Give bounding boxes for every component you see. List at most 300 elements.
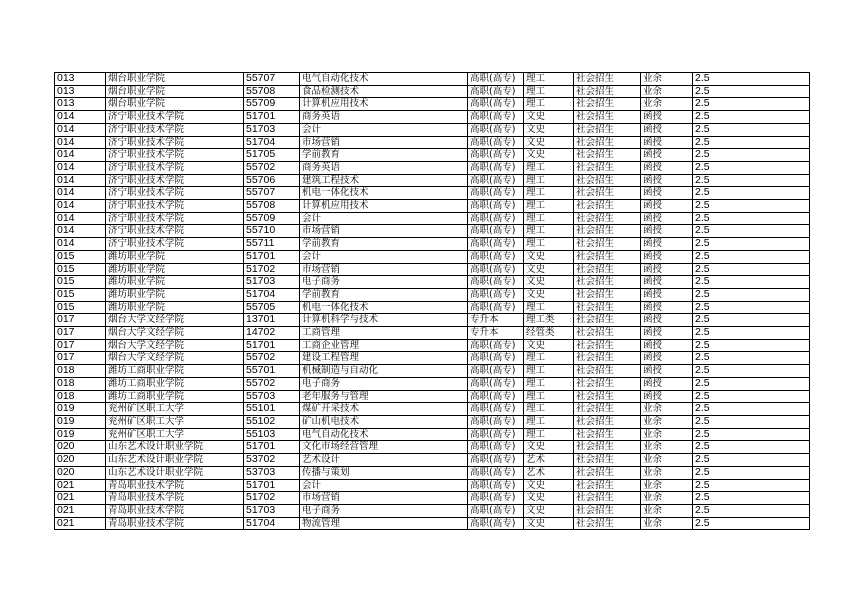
cell-rate: 2.5	[693, 288, 810, 301]
cell-school: 山东艺术设计职业学院	[106, 441, 244, 454]
cell-name: 学前教育	[300, 288, 468, 301]
cell-major: 51701	[244, 479, 300, 492]
table-row	[55, 187, 810, 200]
table-row	[55, 238, 810, 251]
cell-name: 电气自动化技术	[300, 73, 468, 86]
cell-rate: 2.5	[693, 187, 810, 200]
cell-rate: 2.5	[693, 365, 810, 378]
cell-major: 51703	[244, 123, 300, 136]
cell-level: 高职(高专)	[468, 428, 524, 441]
cell-level: 专升本	[468, 327, 524, 340]
cell-subject: 文史	[524, 123, 574, 136]
cell-level: 高职(高专)	[468, 479, 524, 492]
cell-subject: 文史	[524, 111, 574, 124]
cell-code: 015	[55, 301, 106, 314]
cell-name: 建筑工程技术	[300, 174, 468, 187]
cell-rate: 2.5	[693, 377, 810, 390]
cell-code: 015	[55, 250, 106, 263]
cell-mode: 社会招生	[574, 136, 641, 149]
cell-subject: 理工类	[524, 314, 574, 327]
cell-rate: 2.5	[693, 85, 810, 98]
cell-level: 高职(高专)	[468, 288, 524, 301]
cell-form: 业余	[641, 73, 693, 86]
cell-name: 计算机科学与技术	[300, 314, 468, 327]
cell-code: 019	[55, 415, 106, 428]
cell-school: 兖州矿区职工大学	[106, 415, 244, 428]
cell-major: 55709	[244, 98, 300, 111]
cell-major: 55103	[244, 428, 300, 441]
cell-code: 014	[55, 111, 106, 124]
cell-level: 高职(高专)	[468, 377, 524, 390]
cell-subject: 理工	[524, 301, 574, 314]
table-row	[55, 454, 810, 467]
cell-subject: 文史	[524, 288, 574, 301]
cell-form: 函授	[641, 123, 693, 136]
cell-code: 014	[55, 123, 106, 136]
cell-level: 高职(高专)	[468, 492, 524, 505]
cell-mode: 社会招生	[574, 288, 641, 301]
table-row	[55, 415, 810, 428]
cell-mode: 社会招生	[574, 390, 641, 403]
cell-level: 高职(高专)	[468, 466, 524, 479]
cell-subject: 理工	[524, 428, 574, 441]
cell-form: 业余	[641, 85, 693, 98]
cell-mode: 社会招生	[574, 276, 641, 289]
cell-subject: 理工	[524, 73, 574, 86]
cell-major: 55101	[244, 403, 300, 416]
cell-name: 机电一体化技术	[300, 187, 468, 200]
cell-rate: 2.5	[693, 415, 810, 428]
cell-name: 机电一体化技术	[300, 301, 468, 314]
cell-school: 潍坊职业学院	[106, 263, 244, 276]
cell-major: 55701	[244, 365, 300, 378]
cell-rate: 2.5	[693, 517, 810, 530]
cell-mode: 社会招生	[574, 339, 641, 352]
cell-name: 机械制造与自动化	[300, 365, 468, 378]
cell-form: 业余	[641, 98, 693, 111]
cell-code: 014	[55, 212, 106, 225]
cell-subject: 理工	[524, 390, 574, 403]
cell-subject: 艺术	[524, 466, 574, 479]
cell-name: 矿山机电技术	[300, 415, 468, 428]
cell-level: 高职(高专)	[468, 276, 524, 289]
cell-subject: 理工	[524, 187, 574, 200]
cell-name: 商务英语	[300, 161, 468, 174]
table-row	[55, 174, 810, 187]
cell-code: 014	[55, 149, 106, 162]
cell-name: 老年服务与管理	[300, 390, 468, 403]
table-body	[55, 73, 810, 530]
cell-major: 51701	[244, 441, 300, 454]
cell-subject: 理工	[524, 415, 574, 428]
cell-mode: 社会招生	[574, 174, 641, 187]
cell-mode: 社会招生	[574, 301, 641, 314]
cell-level: 高职(高专)	[468, 85, 524, 98]
cell-school: 济宁职业技术学院	[106, 174, 244, 187]
cell-mode: 社会招生	[574, 441, 641, 454]
cell-mode: 社会招生	[574, 479, 641, 492]
cell-mode: 社会招生	[574, 403, 641, 416]
cell-major: 55702	[244, 161, 300, 174]
table-row	[55, 327, 810, 340]
table-row	[55, 352, 810, 365]
cell-major: 55708	[244, 200, 300, 213]
cell-subject: 文史	[524, 479, 574, 492]
cell-major: 51702	[244, 492, 300, 505]
cell-code: 014	[55, 161, 106, 174]
cell-rate: 2.5	[693, 504, 810, 517]
cell-mode: 社会招生	[574, 466, 641, 479]
cell-form: 函授	[641, 250, 693, 263]
cell-subject: 经管类	[524, 327, 574, 340]
cell-level: 高职(高专)	[468, 517, 524, 530]
cell-code: 014	[55, 225, 106, 238]
cell-form: 函授	[641, 136, 693, 149]
cell-form: 函授	[641, 352, 693, 365]
cell-name: 艺术设计	[300, 454, 468, 467]
cell-subject: 文史	[524, 263, 574, 276]
cell-mode: 社会招生	[574, 238, 641, 251]
table-row	[55, 250, 810, 263]
cell-mode: 社会招生	[574, 200, 641, 213]
cell-name: 食品检测技术	[300, 85, 468, 98]
cell-rate: 2.5	[693, 136, 810, 149]
cell-name: 电子商务	[300, 276, 468, 289]
cell-code: 014	[55, 238, 106, 251]
cell-code: 018	[55, 390, 106, 403]
table-row	[55, 85, 810, 98]
cell-form: 函授	[641, 301, 693, 314]
cell-mode: 社会招生	[574, 365, 641, 378]
cell-school: 烟台职业学院	[106, 85, 244, 98]
cell-major: 55705	[244, 301, 300, 314]
cell-major: 51703	[244, 276, 300, 289]
cell-school: 潍坊工商职业学院	[106, 365, 244, 378]
cell-subject: 理工	[524, 98, 574, 111]
cell-level: 高职(高专)	[468, 225, 524, 238]
cell-code: 020	[55, 441, 106, 454]
cell-mode: 社会招生	[574, 187, 641, 200]
cell-name: 会计	[300, 250, 468, 263]
cell-major: 51704	[244, 288, 300, 301]
cell-code: 017	[55, 314, 106, 327]
table-row	[55, 479, 810, 492]
cell-rate: 2.5	[693, 98, 810, 111]
cell-rate: 2.5	[693, 73, 810, 86]
cell-school: 青岛职业技术学院	[106, 517, 244, 530]
cell-school: 青岛职业技术学院	[106, 492, 244, 505]
cell-name: 会计	[300, 479, 468, 492]
table-row	[55, 466, 810, 479]
cell-mode: 社会招生	[574, 212, 641, 225]
cell-mode: 社会招生	[574, 517, 641, 530]
cell-school: 济宁职业技术学院	[106, 123, 244, 136]
cell-subject: 文史	[524, 339, 574, 352]
cell-subject: 文史	[524, 441, 574, 454]
cell-school: 兖州矿区职工大学	[106, 428, 244, 441]
cell-code: 018	[55, 377, 106, 390]
cell-form: 函授	[641, 212, 693, 225]
cell-code: 014	[55, 200, 106, 213]
cell-level: 高职(高专)	[468, 415, 524, 428]
cell-level: 高职(高专)	[468, 504, 524, 517]
cell-rate: 2.5	[693, 238, 810, 251]
cell-mode: 社会招生	[574, 428, 641, 441]
cell-school: 济宁职业技术学院	[106, 136, 244, 149]
cell-subject: 理工	[524, 238, 574, 251]
cell-rate: 2.5	[693, 352, 810, 365]
cell-name: 市场营销	[300, 263, 468, 276]
table-row	[55, 149, 810, 162]
table-row	[55, 123, 810, 136]
cell-rate: 2.5	[693, 263, 810, 276]
cell-mode: 社会招生	[574, 327, 641, 340]
table-row	[55, 301, 810, 314]
cell-form: 函授	[641, 377, 693, 390]
cell-school: 济宁职业技术学院	[106, 225, 244, 238]
cell-school: 烟台大学文经学院	[106, 314, 244, 327]
cell-school: 济宁职业技术学院	[106, 238, 244, 251]
cell-major: 55102	[244, 415, 300, 428]
cell-school: 山东艺术设计职业学院	[106, 454, 244, 467]
cell-form: 业余	[641, 428, 693, 441]
cell-mode: 社会招生	[574, 492, 641, 505]
cell-rate: 2.5	[693, 492, 810, 505]
table-row	[55, 390, 810, 403]
cell-rate: 2.5	[693, 174, 810, 187]
table-row	[55, 339, 810, 352]
cell-rate: 2.5	[693, 123, 810, 136]
cell-level: 高职(高专)	[468, 98, 524, 111]
table-row	[55, 98, 810, 111]
cell-major: 14702	[244, 327, 300, 340]
table-row	[55, 377, 810, 390]
cell-subject: 理工	[524, 352, 574, 365]
cell-rate: 2.5	[693, 250, 810, 263]
cell-code: 013	[55, 85, 106, 98]
cell-rate: 2.5	[693, 454, 810, 467]
cell-major: 55702	[244, 377, 300, 390]
cell-name: 建设工程管理	[300, 352, 468, 365]
cell-school: 潍坊工商职业学院	[106, 390, 244, 403]
cell-school: 烟台职业学院	[106, 73, 244, 86]
cell-major: 51702	[244, 263, 300, 276]
cell-mode: 社会招生	[574, 263, 641, 276]
cell-code: 015	[55, 288, 106, 301]
cell-rate: 2.5	[693, 200, 810, 213]
cell-major: 55709	[244, 212, 300, 225]
cell-code: 013	[55, 73, 106, 86]
cell-form: 函授	[641, 111, 693, 124]
cell-code: 021	[55, 504, 106, 517]
cell-major: 55707	[244, 73, 300, 86]
cell-school: 潍坊工商职业学院	[106, 377, 244, 390]
cell-subject: 艺术	[524, 454, 574, 467]
cell-form: 函授	[641, 149, 693, 162]
cell-code: 020	[55, 454, 106, 467]
cell-code: 015	[55, 263, 106, 276]
cell-rate: 2.5	[693, 466, 810, 479]
cell-level: 高职(高专)	[468, 73, 524, 86]
cell-name: 计算机应用技术	[300, 98, 468, 111]
table-row	[55, 276, 810, 289]
cell-subject: 理工	[524, 85, 574, 98]
table-row	[55, 161, 810, 174]
cell-school: 济宁职业技术学院	[106, 200, 244, 213]
table-row	[55, 314, 810, 327]
cell-school: 兖州矿区职工大学	[106, 403, 244, 416]
cell-code: 019	[55, 428, 106, 441]
cell-rate: 2.5	[693, 161, 810, 174]
cell-mode: 社会招生	[574, 149, 641, 162]
cell-code: 019	[55, 403, 106, 416]
cell-school: 青岛职业技术学院	[106, 479, 244, 492]
cell-name: 工商企业管理	[300, 339, 468, 352]
cell-rate: 2.5	[693, 111, 810, 124]
cell-subject: 文史	[524, 517, 574, 530]
cell-code: 017	[55, 339, 106, 352]
cell-name: 电气自动化技术	[300, 428, 468, 441]
cell-major: 55708	[244, 85, 300, 98]
cell-subject: 理工	[524, 377, 574, 390]
cell-major: 13701	[244, 314, 300, 327]
cell-major: 51705	[244, 149, 300, 162]
cell-school: 济宁职业技术学院	[106, 111, 244, 124]
cell-name: 学前教育	[300, 238, 468, 251]
cell-level: 高职(高专)	[468, 403, 524, 416]
table-row	[55, 288, 810, 301]
cell-major: 55711	[244, 238, 300, 251]
cell-name: 传播与策划	[300, 466, 468, 479]
cell-major: 55706	[244, 174, 300, 187]
cell-code: 021	[55, 517, 106, 530]
cell-form: 函授	[641, 187, 693, 200]
cell-name: 工商管理	[300, 327, 468, 340]
cell-subject: 文史	[524, 149, 574, 162]
cell-form: 业余	[641, 517, 693, 530]
cell-rate: 2.5	[693, 149, 810, 162]
cell-level: 专升本	[468, 314, 524, 327]
cell-form: 函授	[641, 200, 693, 213]
cell-level: 高职(高专)	[468, 149, 524, 162]
cell-mode: 社会招生	[574, 454, 641, 467]
table-row	[55, 263, 810, 276]
cell-name: 文化市场经营管理	[300, 441, 468, 454]
cell-major: 51704	[244, 517, 300, 530]
cell-mode: 社会招生	[574, 352, 641, 365]
cell-form: 业余	[641, 454, 693, 467]
cell-mode: 社会招生	[574, 98, 641, 111]
cell-rate: 2.5	[693, 479, 810, 492]
cell-level: 高职(高专)	[468, 301, 524, 314]
cell-code: 014	[55, 174, 106, 187]
cell-subject: 文史	[524, 250, 574, 263]
cell-subject: 文史	[524, 136, 574, 149]
cell-major: 55707	[244, 187, 300, 200]
cell-form: 业余	[641, 479, 693, 492]
cell-major: 55703	[244, 390, 300, 403]
cell-rate: 2.5	[693, 403, 810, 416]
cell-major: 51704	[244, 136, 300, 149]
cell-name: 煤矿开采技术	[300, 403, 468, 416]
cell-name: 学前教育	[300, 149, 468, 162]
table-row	[55, 212, 810, 225]
table-row	[55, 200, 810, 213]
admission-table	[54, 72, 810, 530]
cell-code: 013	[55, 98, 106, 111]
cell-name: 商务英语	[300, 111, 468, 124]
cell-code: 021	[55, 479, 106, 492]
cell-school: 潍坊职业学院	[106, 288, 244, 301]
cell-mode: 社会招生	[574, 111, 641, 124]
cell-level: 高职(高专)	[468, 123, 524, 136]
cell-subject: 理工	[524, 212, 574, 225]
cell-form: 函授	[641, 225, 693, 238]
cell-school: 济宁职业技术学院	[106, 161, 244, 174]
table-row	[55, 111, 810, 124]
cell-mode: 社会招生	[574, 504, 641, 517]
cell-level: 高职(高专)	[468, 454, 524, 467]
cell-name: 市场营销	[300, 492, 468, 505]
cell-mode: 社会招生	[574, 314, 641, 327]
cell-code: 014	[55, 136, 106, 149]
cell-form: 业余	[641, 492, 693, 505]
cell-mode: 社会招生	[574, 250, 641, 263]
cell-school: 烟台大学文经学院	[106, 327, 244, 340]
cell-level: 高职(高专)	[468, 161, 524, 174]
cell-school: 青岛职业技术学院	[106, 504, 244, 517]
cell-form: 业余	[641, 466, 693, 479]
table-row	[55, 136, 810, 149]
cell-form: 函授	[641, 288, 693, 301]
cell-school: 潍坊职业学院	[106, 276, 244, 289]
cell-level: 高职(高专)	[468, 390, 524, 403]
cell-rate: 2.5	[693, 441, 810, 454]
cell-mode: 社会招生	[574, 161, 641, 174]
cell-mode: 社会招生	[574, 85, 641, 98]
cell-subject: 文史	[524, 492, 574, 505]
cell-school: 烟台职业学院	[106, 98, 244, 111]
table-row	[55, 73, 810, 86]
cell-level: 高职(高专)	[468, 200, 524, 213]
cell-form: 函授	[641, 339, 693, 352]
cell-rate: 2.5	[693, 339, 810, 352]
cell-level: 高职(高专)	[468, 212, 524, 225]
cell-name: 会计	[300, 123, 468, 136]
table-row	[55, 504, 810, 517]
cell-code: 014	[55, 187, 106, 200]
cell-form: 函授	[641, 276, 693, 289]
cell-level: 高职(高专)	[468, 352, 524, 365]
cell-school: 济宁职业技术学院	[106, 187, 244, 200]
cell-code: 017	[55, 352, 106, 365]
cell-school: 济宁职业技术学院	[106, 149, 244, 162]
cell-code: 020	[55, 466, 106, 479]
cell-subject: 文史	[524, 504, 574, 517]
cell-level: 高职(高专)	[468, 263, 524, 276]
cell-form: 函授	[641, 365, 693, 378]
table-row	[55, 403, 810, 416]
cell-subject: 理工	[524, 225, 574, 238]
cell-subject: 理工	[524, 200, 574, 213]
cell-major: 53703	[244, 466, 300, 479]
table-row	[55, 225, 810, 238]
cell-major: 55710	[244, 225, 300, 238]
cell-subject: 理工	[524, 365, 574, 378]
cell-school: 潍坊职业学院	[106, 250, 244, 263]
cell-name: 会计	[300, 212, 468, 225]
cell-major: 51701	[244, 339, 300, 352]
